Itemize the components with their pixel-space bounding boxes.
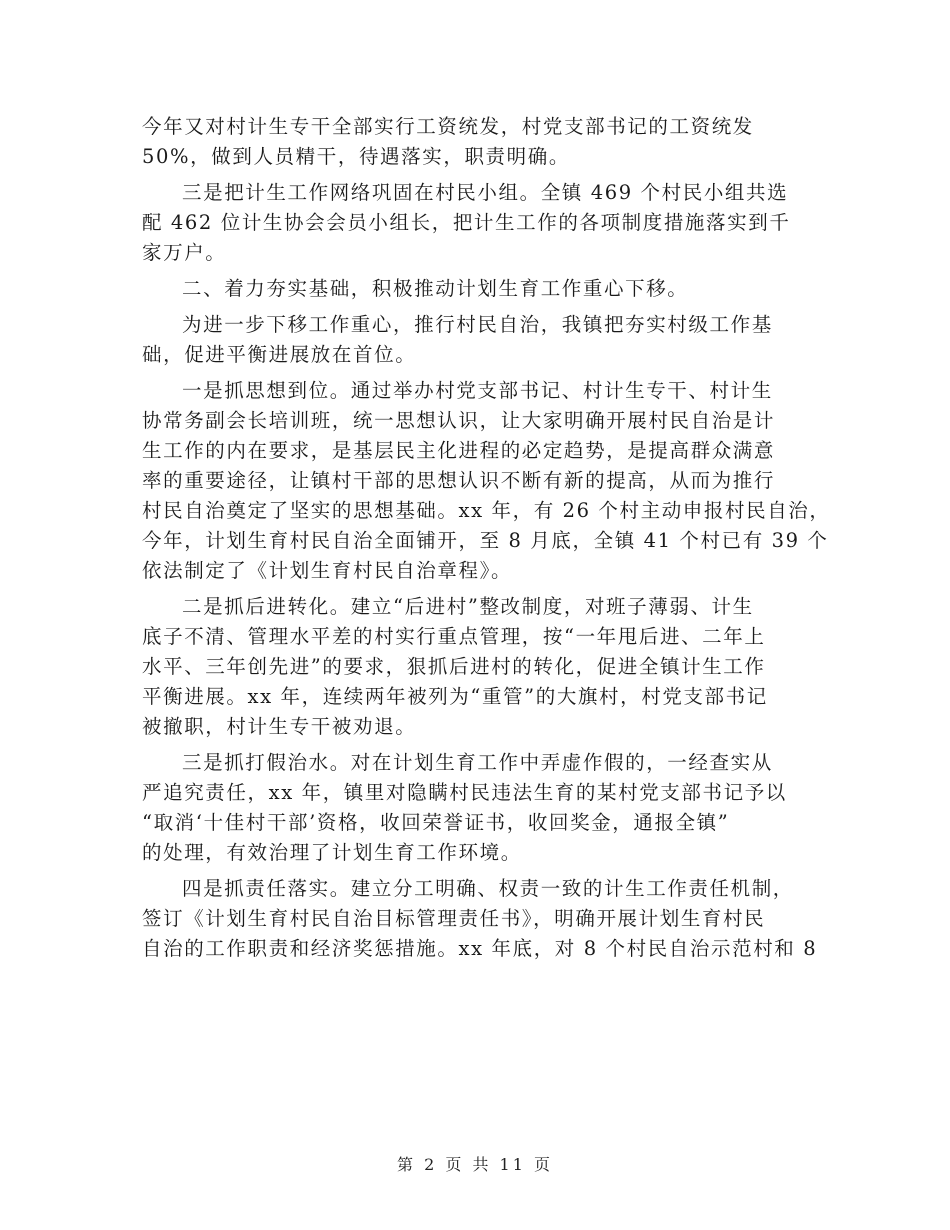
text-line: 依法制定了《计划生育村民自治章程》。 [142,559,513,582]
text-line: 今年又对村计生专干全部实行工资统发，村党支部书记的工资统发 [142,115,754,138]
text-line: 生工作的内在要求，是基层民主化进程的必定趋势，是提高群众满意 [142,439,776,462]
text-line: 今年，计划生育村民自治全面铺开，至 8 月底，全镇 41 个村已有 39 个 [142,529,829,552]
text-line: 的处理，有效治理了计划生育工作环境。 [142,841,522,864]
text-line: 础，促进平衡进展放在首位。 [142,343,417,366]
text-line: 村民自治奠定了坚实的思想基础。xx 年，有 26 个村主动申报村民自治， [142,499,831,522]
text-line: 二是抓后进转化。建立“后进村”整改制度，对班子薄弱、计生 [182,595,754,618]
text-line: 四是抓责任落实。建立分工明确、权责一致的计生工作责任机制， [182,877,794,900]
text-line: 三是把计生工作网络巩固在村民小组。全镇 469 个村民小组共选 [182,181,789,204]
text-line: 50%，做到人员精干，待遇落实，职责明确。 [142,145,570,168]
text-line: 平衡进展。xx 年，连续两年被列为“重管”的大旗村，村党支部书记 [142,685,768,708]
paragraph [142,592,832,742]
text-line: 水平、三年创先进”的要求，狠抓后进村的转化，促进全镇计生工作 [142,655,766,678]
page-footer: 第 2 页 共 11 页 [397,1155,553,1174]
document-body [142,112,832,970]
text-line: 被撤职，村计生专干被劝退。 [142,715,417,738]
paragraph [142,178,832,268]
text-line: 严追究责任，xx 年，镇里对隐瞒村民违法生育的某村党支部书记予以 [142,781,787,804]
text-line: 三是抓打假治水。对在计划生育工作中弄虚作假的，一经查实从 [182,751,773,774]
text-line: 签订《计划生育村民自治目标管理责任书》，明确开展计划生育村民 [142,907,766,930]
text-line: 自治的工作职责和经济奖惩措施。xx 年底，对 8 个村民自治示范村和 8 [142,937,818,960]
text-line: 底子不清、管理水平差的村实行重点管理，按“一年甩后进、二年上 [142,625,766,648]
text-line: 协常务副会长培训班，统一思想认识，让大家明确开展村民自治是计 [142,409,776,432]
paragraph [142,376,832,586]
text-line: 一是抓思想到位。通过举办村党支部书记、村计生专干、村计生 [182,379,773,402]
text-line: 为进一步下移工作重心，推行村民自治，我镇把夯实村级工作基 [182,313,773,336]
text-line: 二、着力夯实基础，积极推动计划生育工作重心下移。 [182,277,689,300]
text-line: 家万户。 [142,241,227,264]
paragraph [142,748,832,868]
text-line: 配 462 位计生协会会员小组长，把计生工作的各项制度措施落实到千 [142,211,791,234]
paragraph [142,274,832,304]
paragraph [142,112,832,172]
paragraph [142,310,832,370]
paragraph [142,874,832,964]
text-line: “取消‘十佳村干部’资格，收回荣誉证书，收回奖金，通报全镇” [142,811,730,834]
text-line: 率的重要途径，让镇村干部的思想认识不断有新的提高，从而为推行 [142,469,776,492]
